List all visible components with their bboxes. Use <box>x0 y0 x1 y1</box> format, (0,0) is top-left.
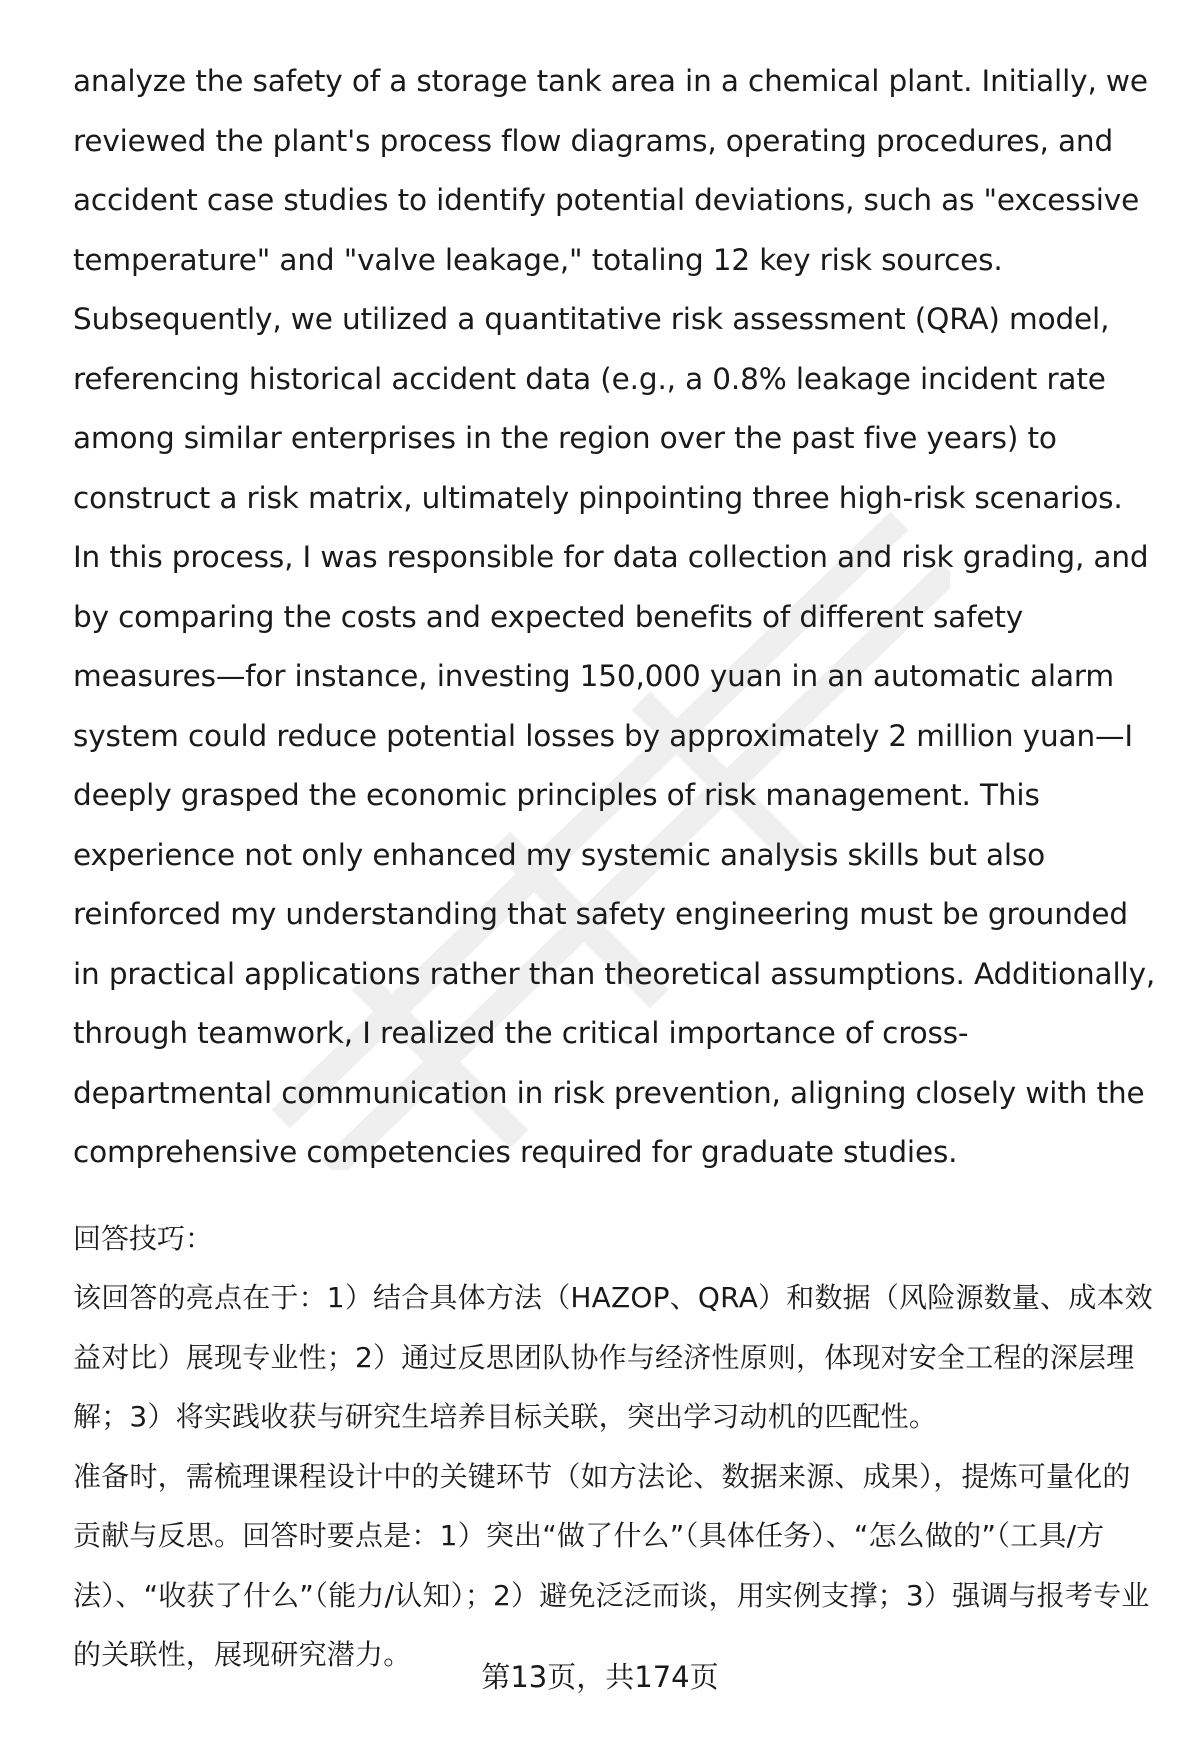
page-indicator: 第13页，共174页 <box>481 1660 719 1694</box>
answer-paragraph: analyze the safety of a storage tank area in a chemical plant. Initially, we reviewed the plant's process flow diagrams, operating procedures, and accident case studies to identify potential deviations, such as "excessive temperature" and "valve leakage," totaling 12 key risk sources. Subsequently, we utilized a quantitative risk assessment (QRA) model, referencing historical accident data (e.g., a 0.8% leakage incident rate among similar enterprises in the region over the past five years) to construct a risk matrix, ultimately pinpointing three high-risk scenarios. In this process, I was responsible for data collection and risk grading, and by comparing the costs and expected benefits of different safety measures—for instance, investing 150,000 yuan in an automatic alarm system could reduce potential losses by approximately 2 million yuan—I deeply grasped the economic principles of risk management. This experience not only enhanced my systemic analysis skills but also reinforced my understanding that safety engineering must be grounded in practical applications rather than theoretical assumptions. Additionally, through teamwork, I realized the critical importance of cross-departmental communication in risk prevention, aligning closely with the comprehensive competencies required for graduate studies. <box>73 64 1156 1169</box>
tips-heading: 回答技巧： <box>73 1221 214 1255</box>
tips-preparation: 准备时，需梳理课程设计中的关键环节（如方法论、数据来源、成果），提炼可量化的贡献与反思。回答时要点是：1）突出“做了什么”（具体任务）、“怎么做的”（工具/方法）、“收获了什么”（能力/认知）；2）避免泛泛而谈，用实例支撑；3）强调与报考专业的关联性，展现研究潜力。 <box>73 1459 1150 1671</box>
page-content <box>73 52 1158 1685</box>
tips-highlights: 该回答的亮点在于：1）结合具体方法（HAZOP、QRA）和数据（风险源数量、成本效益对比）展现专业性；2）通过反思团队协作与经济性原则，体现对安全工程的深层理解；3）将实践收获与研究生培养目标关联，突出学习动机的匹配性。 <box>73 1281 1153 1433</box>
